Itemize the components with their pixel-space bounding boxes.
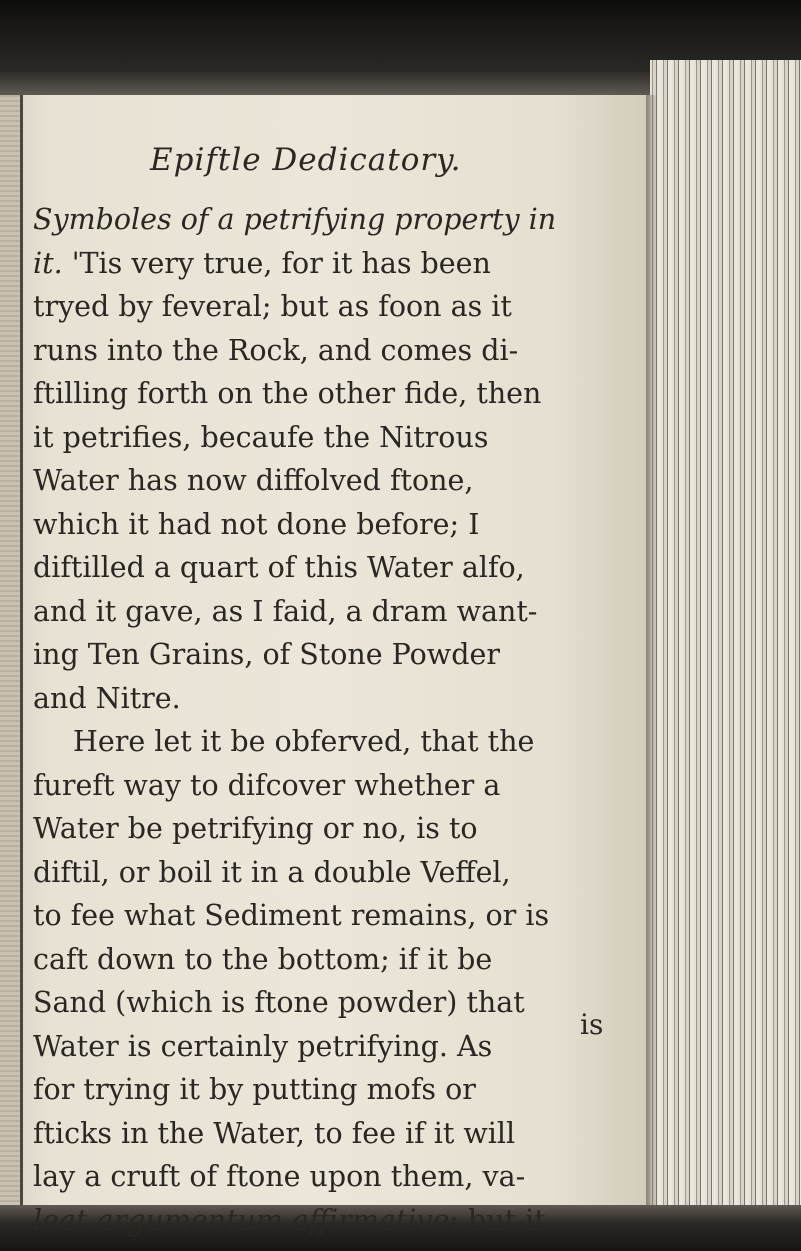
line-text: fureft way to difcover whether a [33, 768, 501, 802]
line-text: fticks in the Water, to fee if it will [33, 1116, 516, 1150]
line-text: and Nitre. [33, 681, 181, 715]
line-text: lay a cruft of ftone upon them, va- [33, 1160, 526, 1193]
text-line [33, 242, 638, 286]
text-line [33, 546, 638, 590]
text-line [33, 764, 638, 808]
text-line [33, 677, 638, 721]
text-line [33, 198, 638, 242]
line-text: tryed by feveral; but as foon as it [33, 290, 512, 323]
line-text: ; but it [449, 1203, 546, 1237]
line-text: Here let it be obferved, that the [73, 725, 535, 758]
line-text: for trying it by putting mofs or [33, 1073, 476, 1106]
text-line [33, 590, 638, 634]
text-line [33, 720, 638, 764]
body-text [33, 198, 638, 1242]
line-text: Sand (which is ftone powder) that [33, 986, 525, 1019]
gutter-shadow [20, 95, 23, 1210]
line-text: it petrifies, becaufe the Nitrous [33, 420, 489, 454]
text-line [33, 1025, 638, 1069]
italic-text: it. [33, 246, 63, 280]
text-line [33, 503, 638, 547]
binding-gutter [0, 95, 22, 1210]
line-text: diftilled a quart of this Water alfo, [33, 551, 525, 584]
line-text: Water be petrifying or no, is to [33, 812, 478, 845]
line-text: runs into the Rock, and comes di- [33, 333, 519, 367]
catchword: is [580, 1008, 604, 1041]
text-line [33, 894, 638, 938]
italic-text: Symboles of a petrifying property in [33, 203, 557, 236]
text-line [33, 372, 638, 416]
page-edges [650, 60, 801, 1251]
line-text: Water is certainly petrifying. As [33, 1029, 493, 1063]
line-text: which it had not done before; I [33, 507, 480, 541]
line-text: diftil, or boil it in a double Veffel, [33, 855, 511, 889]
text-line [33, 416, 638, 460]
text-line [33, 285, 638, 329]
text-line [33, 459, 638, 503]
text-line [33, 807, 638, 851]
text-line [33, 329, 638, 373]
text-line [33, 851, 638, 895]
text-line [33, 1112, 638, 1156]
running-head: Epiftle Dedicatory. [150, 142, 462, 178]
text-line [33, 1068, 638, 1112]
line-text: and it gave, as I faid, a dram want- [33, 594, 538, 628]
italic-text: leat argumentum affirmative [33, 1203, 450, 1237]
line-text: to fee what Sediment remains, or is [33, 899, 550, 932]
line-text: ftilling forth on the other fide, then [33, 377, 542, 410]
line-text: ing Ten Grains, of Stone Powder [33, 638, 500, 671]
line-text: caft down to the bottom; if it be [33, 942, 493, 976]
line-text: Water has now diffolved ftone, [33, 464, 474, 497]
page-edge-shadow [646, 95, 658, 1210]
text-line [33, 1199, 638, 1243]
text-line [33, 633, 638, 677]
text-line [33, 1155, 638, 1199]
line-text: 'Tis very true, for it has been [62, 246, 491, 280]
text-line [33, 981, 638, 1025]
text-line [33, 938, 638, 982]
